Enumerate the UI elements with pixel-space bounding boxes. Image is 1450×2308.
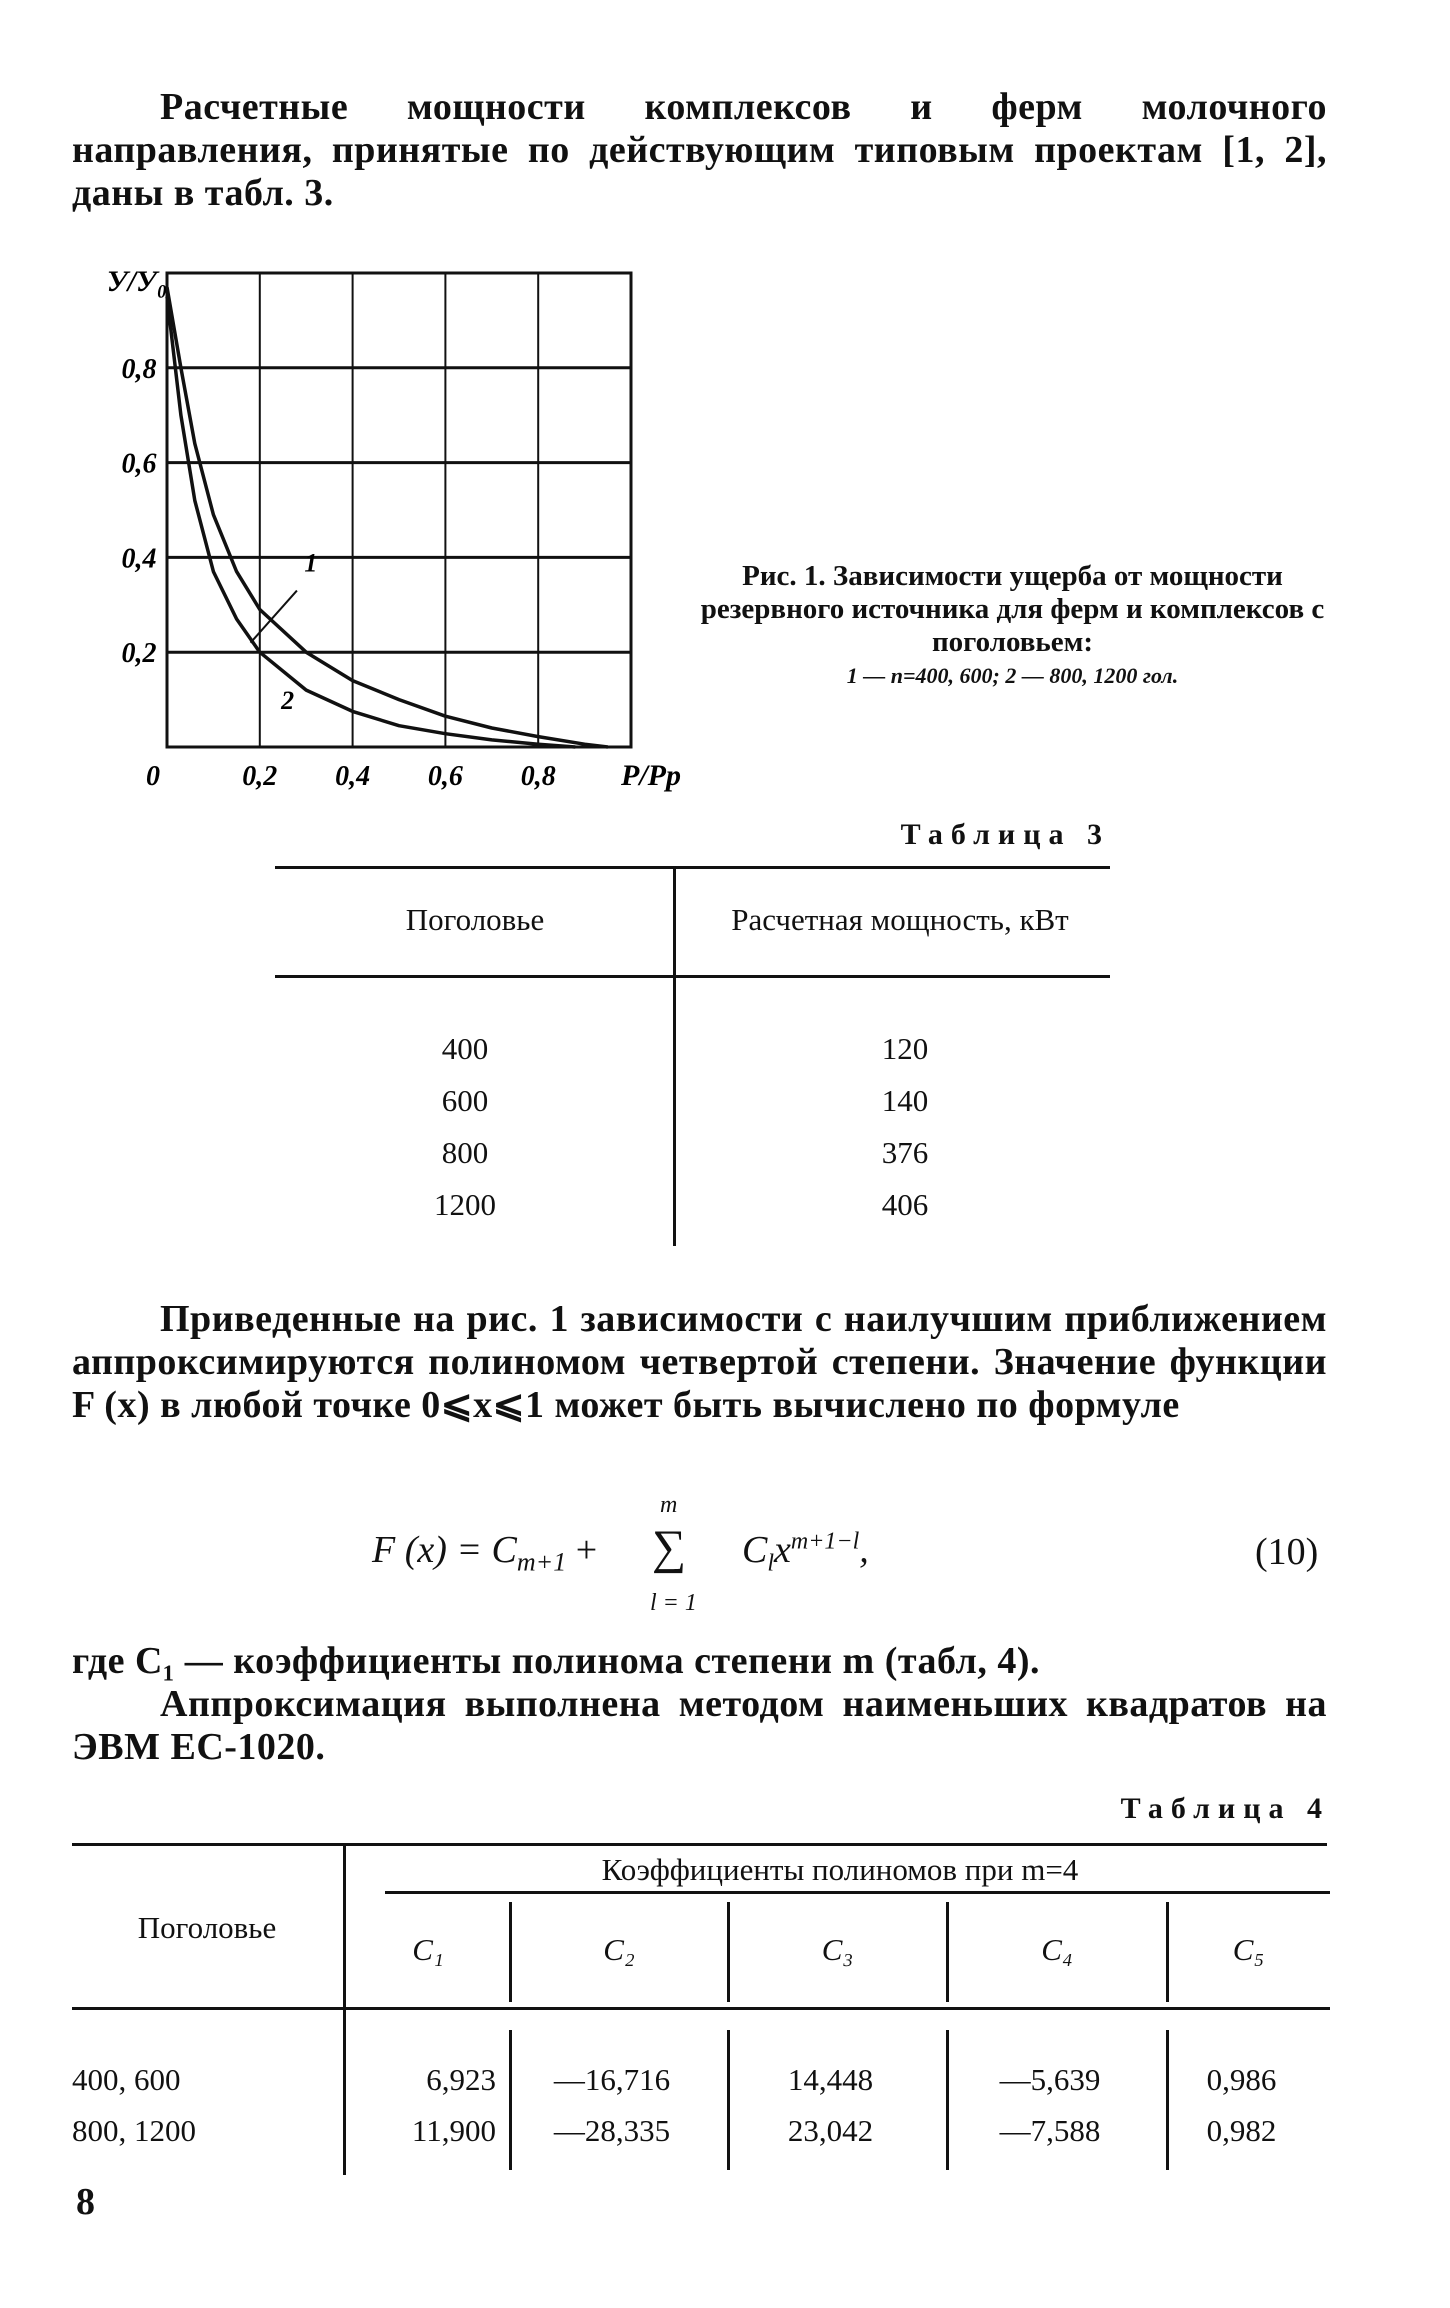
para4-text: Аппроксимация выполнена методом наименьших квадратов на ЭВМ ЕС-1020. <box>72 1683 1327 1768</box>
table4-cell-herd: 800, 1200 <box>72 2113 196 2148</box>
table4-cell-value: 23,042 <box>787 2113 874 2148</box>
sigma-symbol: ∑ <box>652 1521 687 1574</box>
table4-col-divider <box>509 2030 512 2170</box>
formula-number: (10) <box>1255 1531 1319 1573</box>
table4-cell-herd: 400, 600 <box>72 2062 181 2097</box>
table4-top-rule <box>72 1843 1327 1846</box>
paragraph-2 <box>72 1298 1327 1427</box>
table4-cell-value: 6,923 <box>426 2062 496 2097</box>
table4-cell-value: 11,900 <box>411 2113 496 2148</box>
x-tick-label: 0,2 <box>242 761 278 792</box>
sigma-bottom: l = 1 <box>650 1590 697 1616</box>
formula-term-c: C <box>742 1529 768 1571</box>
table4-cell-value: 14,448 <box>787 2062 874 2097</box>
table4-group-header: Коэффициенты полиномов при m=4 <box>601 1852 1079 1887</box>
x-tick-label: 0 <box>146 761 160 792</box>
x-tick-label: 0,8 <box>520 761 556 792</box>
table4-col-divider <box>946 2030 949 2170</box>
table3-cell-power: 376 <box>881 1135 929 1170</box>
figure-chart <box>100 255 681 815</box>
table3-cell-power: 406 <box>881 1187 929 1222</box>
x-tick-label: 0,4 <box>335 761 371 792</box>
series-curve-1 <box>167 287 608 747</box>
table3-header-herd: Поголовье <box>405 902 545 937</box>
table3-cell-power: 140 <box>881 1083 929 1118</box>
page-number: 8 <box>76 2181 95 2223</box>
table4-cell-value: —5,639 <box>999 2062 1101 2097</box>
formula-term-sub: l <box>767 1550 775 1577</box>
plot-frame <box>167 273 631 747</box>
table4-col-header: C₃ <box>821 1932 854 1967</box>
table4-cell-value: 0,986 <box>1206 2062 1277 2097</box>
caption-legend: 1 — n=400, 600; 2 — 800, 1200 гол. <box>846 663 1179 688</box>
table4-group-rule <box>385 1891 1330 1894</box>
formula-term-x: x <box>774 1529 791 1571</box>
para3-text: где C₁ — коэффициенты полинома степени m (табл, 4). <box>72 1640 1041 1682</box>
table4-cell-value: 0,982 <box>1206 2113 1277 2148</box>
intro-paragraph <box>72 86 1327 215</box>
y-tick-label: 0,8 <box>121 353 157 385</box>
formula-comma: , <box>859 1529 869 1571</box>
table3-header-rule <box>275 975 1110 978</box>
table4-cell-value: —28,335 <box>553 2113 671 2148</box>
table3-divider <box>673 868 676 1246</box>
table4-header-rule <box>72 2007 1330 2010</box>
table4-col-header: C₄ <box>1041 1932 1073 1967</box>
intro-text: Расчетные мощности комплексов и ферм молочного направления, принятые по действующим типовым проектам [1, 2], даны в табл. 3. <box>72 86 1327 214</box>
table3-cell-herd: 1200 <box>434 1187 496 1222</box>
formula-term-sup: m+1−l <box>790 1528 860 1555</box>
formula-lhs: F (x) = C <box>372 1529 517 1571</box>
table4-header-herd: Поголовье <box>137 1910 277 1945</box>
table3-top-rule <box>275 866 1110 869</box>
y-tick-label: 0,2 <box>121 638 157 670</box>
table4-cell-value: —7,588 <box>999 2113 1101 2148</box>
table3-label: Таблица 3 <box>900 818 1110 851</box>
y-tick-label: 0,6 <box>121 448 157 480</box>
formula-lhs-sub: m+1 <box>516 1547 567 1577</box>
formula-plus: + <box>575 1529 598 1571</box>
sigma-top: m <box>660 1492 678 1518</box>
curve-label-1: 1 <box>304 548 318 578</box>
table3-cell-power: 120 <box>881 1031 929 1066</box>
table4-col-header: C₂ <box>603 1932 635 1967</box>
paragraph-3 <box>72 1640 1327 1769</box>
table4-col-divider <box>727 2030 730 2170</box>
caption-title: Рис. 1. Зависимости ущерба от мощности резервного источника для ферм и комплексов с поголовьем: <box>700 560 1325 658</box>
y-axis-label: У/У₀ <box>106 265 168 298</box>
x-axis-label: P/Pр <box>621 759 681 792</box>
table3-cell-herd: 600 <box>441 1083 489 1118</box>
table4-col-header: C₁ <box>412 1932 444 1967</box>
table3-header-power: Расчетная мощность, кВт <box>731 902 1069 937</box>
figure-caption <box>695 560 1330 692</box>
table4-label: Таблица 4 <box>1120 1792 1330 1825</box>
series-curve-2 <box>167 297 575 747</box>
y-tick-label: 0,4 <box>121 543 157 575</box>
curve-label-2: 2 <box>281 686 295 716</box>
table4-cell-value: —16,716 <box>553 2062 671 2097</box>
table3-cell-herd: 400 <box>441 1031 489 1066</box>
table4-col-header: C₅ <box>1232 1932 1265 1967</box>
table3-cell-herd: 800 <box>441 1135 489 1170</box>
para2-text: Приведенные на рис. 1 зависимости с наилучшим приближением аппроксимируются полиномом четвертой степени. Значение функции F (x) в любой точке 0⩽x⩽1 может быть вычислено по формуле <box>72 1298 1327 1426</box>
x-tick-label: 0,6 <box>427 761 463 792</box>
table4-col-divider <box>1166 2030 1169 2170</box>
